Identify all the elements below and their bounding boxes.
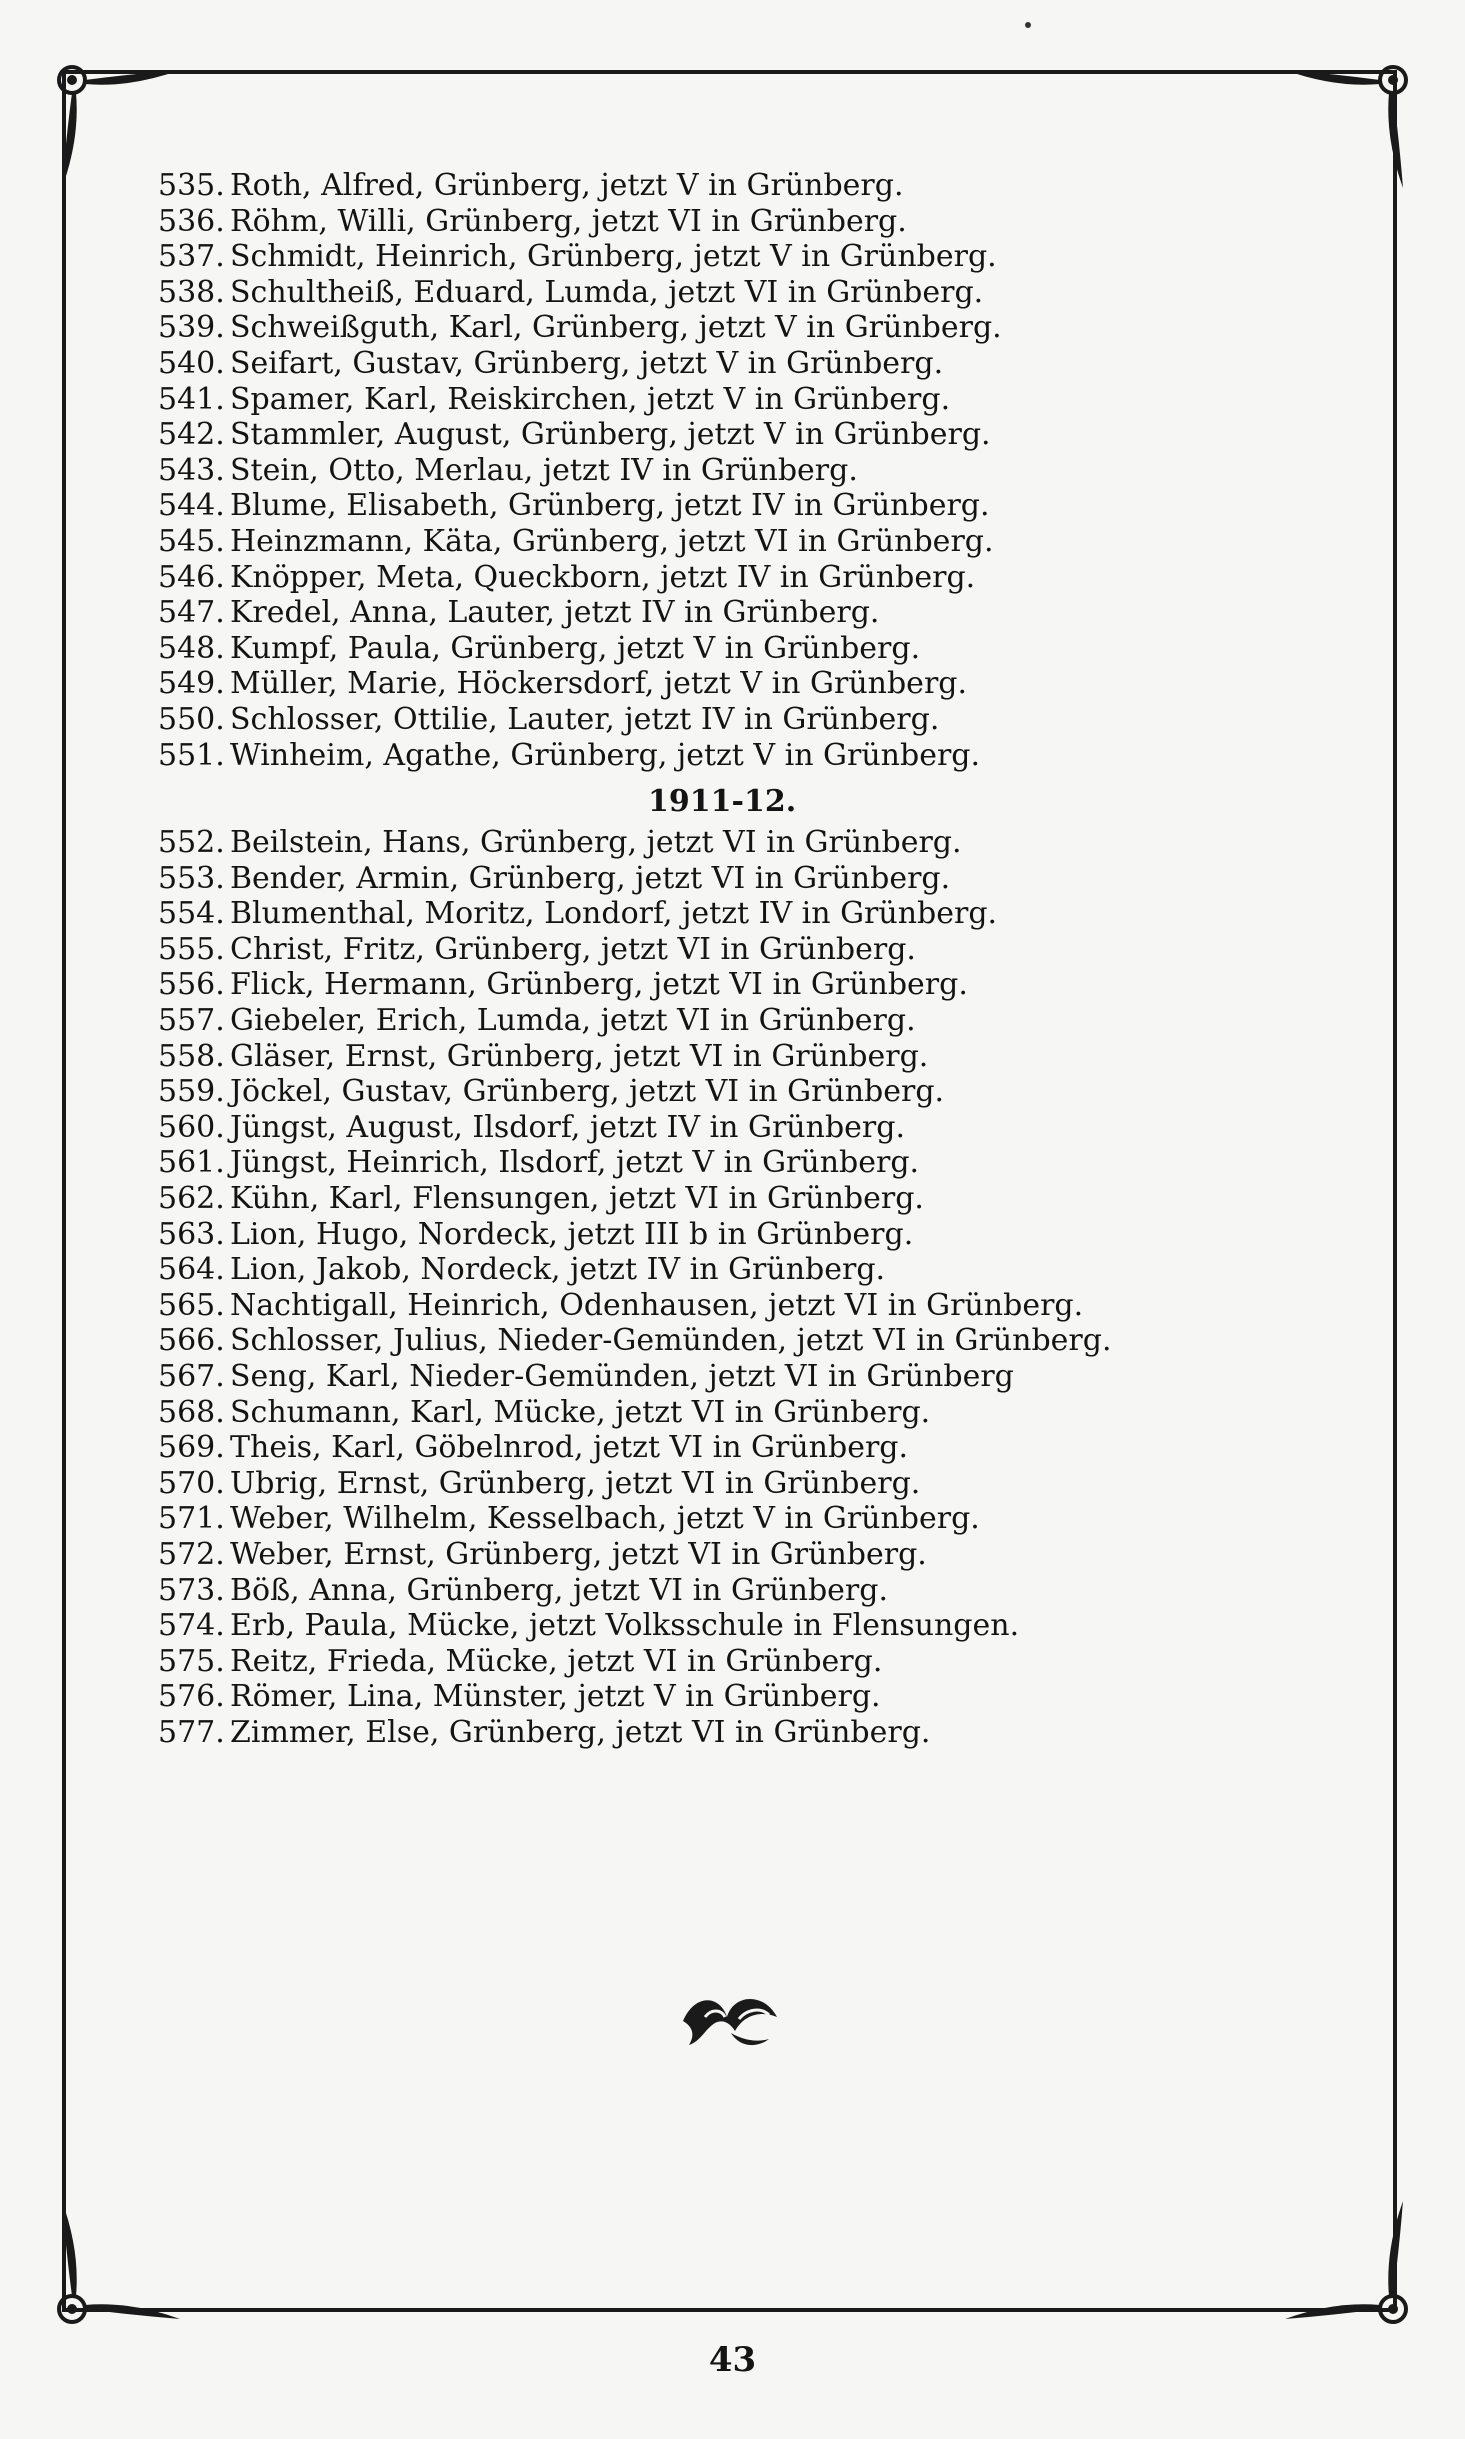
register-entry [158,666,1308,702]
register-entry [158,1430,1308,1466]
entry-text: Jüngst, Heinrich, Ilsdorf, jetzt V in Grünberg. [230,1145,920,1181]
entry-number: 560. [158,1109,225,1145]
entry-number: 548. [158,630,225,666]
entry-text: Schweißguth, Karl, Grünberg, jetzt V in Grünberg. [230,310,1002,346]
entry-text: Giebeler, Erich, Lumda, jetzt VI in Grünberg. [230,1003,916,1039]
entry-number: 558. [158,1038,225,1074]
entry-number: 575. [158,1643,225,1679]
entry-text: Gläser, Ernst, Grünberg, jetzt VI in Grünberg. [230,1038,929,1074]
entry-text: Lion, Hugo, Nordeck, jetzt III b in Grünberg. [230,1216,914,1252]
register-entry [158,702,1308,738]
entry-number: 544. [158,488,225,524]
register-entry [158,1537,1308,1573]
entry-number: 576. [158,1679,225,1715]
entry-number: 574. [158,1608,225,1644]
entry-number: 561. [158,1145,225,1181]
entry-text: Christ, Fritz, Grünberg, jetzt VI in Grünberg. [230,931,916,967]
entry-number: 577. [158,1714,225,1750]
register-entry [158,1110,1308,1146]
entry-number: 539. [158,310,225,346]
entry-text: Schumann, Karl, Mücke, jetzt VI in Grünberg. [230,1394,931,1430]
entry-number: 545. [158,523,225,559]
register-entry [158,1288,1308,1324]
entry-number: 566. [158,1323,225,1359]
register-entry [158,595,1308,631]
entry-number: 570. [158,1465,225,1501]
register-entry [158,738,1308,774]
register-entry [158,488,1308,524]
register-entry [158,560,1308,596]
entry-text: Blumenthal, Moritz, Londorf, jetzt IV in Grünberg. [230,896,998,932]
entry-number: 540. [158,345,225,381]
entries-group-b [158,825,1308,1750]
entry-number: 552. [158,825,225,861]
register-entry [158,275,1308,311]
entry-number: 542. [158,417,225,453]
register-entry [158,310,1308,346]
entry-text: Jüngst, August, Ilsdorf, jetzt IV in Grünberg. [230,1109,905,1145]
entry-number: 551. [158,737,225,773]
entry-number: 550. [158,701,225,737]
register-entry [158,1715,1308,1751]
entry-text: Seng, Karl, Nieder-Gemünden, jetzt VI in Grünberg [230,1359,1014,1394]
register-entry [158,1145,1308,1181]
register-entry [158,896,1308,932]
entry-number: 564. [158,1252,225,1288]
entry-text: Schlosser, Ottilie, Lauter, jetzt IV in Grünberg. [230,701,940,737]
entry-number: 536. [158,203,225,239]
entry-text: Böß, Anna, Grünberg, jetzt VI in Grünberg. [230,1572,889,1608]
register-entry [158,1501,1308,1537]
print-speck [1025,22,1031,28]
entry-number: 565. [158,1287,225,1323]
entry-text: Knöpper, Meta, Queckborn, jetzt IV in Grünberg. [230,559,976,595]
entry-text: Stammler, August, Grünberg, jetzt V in Grünberg. [230,417,991,453]
entry-text: Heinzmann, Käta, Grünberg, jetzt VI in Grünberg. [230,523,994,559]
entry-number: 569. [158,1430,225,1466]
entry-number: 554. [158,896,225,932]
register-entry [158,861,1308,897]
entry-text: Kumpf, Paula, Grünberg, jetzt V in Grünberg. [230,630,921,666]
register-entry [158,932,1308,968]
entry-text: Müller, Marie, Höckersdorf, jetzt V in Grünberg. [230,666,968,702]
entry-text: Blume, Elisabeth, Grünberg, jetzt IV in Grünberg. [230,488,990,524]
register-entry [158,346,1308,382]
corner-ornament-bottom-left [40,2191,190,2341]
register-entry [158,1252,1308,1288]
register-entry [158,1181,1308,1217]
register-entry [158,1395,1308,1431]
entry-text: Bender, Armin, Grünberg, jetzt VI in Grünberg. [230,860,951,896]
entry-text: Flick, Hermann, Grünberg, jetzt VI in Grünberg. [230,967,968,1003]
register-entry [158,825,1308,861]
register-entry [158,1359,1308,1395]
entry-number: 547. [158,595,225,631]
entry-number: 557. [158,1003,225,1039]
floral-flourish-ornament [675,1983,785,2053]
register-entry [158,382,1308,418]
entry-number: 559. [158,1074,225,1110]
entry-text: Theis, Karl, Göbelnrod, jetzt VI in Grünberg. [230,1430,909,1466]
entries-group-a [158,168,1308,773]
entry-text: Schultheiß, Eduard, Lumda, jetzt VI in Grünberg. [230,274,984,310]
register-entry [158,239,1308,275]
entry-number: 541. [158,381,225,417]
register-entry [158,967,1308,1003]
entry-text: Römer, Lina, Münster, jetzt V in Grünberg. [230,1679,881,1715]
entry-text: Stein, Otto, Merlau, jetzt IV in Grünberg. [230,452,858,488]
page-number: 43 [708,2340,757,2380]
register-entry [158,524,1308,560]
entry-number: 563. [158,1216,225,1252]
entry-number: 537. [158,239,225,275]
entry-text: Spamer, Karl, Reiskirchen, jetzt V in Grünberg. [230,381,951,417]
register-entry [158,1003,1308,1039]
register-entry [158,631,1308,667]
register-entry [158,417,1308,453]
entry-text: Zimmer, Else, Grünberg, jetzt VI in Grünberg. [230,1714,931,1750]
entry-number: 562. [158,1181,225,1217]
entry-text: Röhm, Willi, Grünberg, jetzt VI in Grünberg. [230,203,907,239]
entry-number: 573. [158,1572,225,1608]
entry-number: 549. [158,666,225,702]
register-entry [158,453,1308,489]
entry-text: Winheim, Agathe, Grünberg, jetzt V in Grünberg. [230,737,981,773]
register-entry [158,1573,1308,1609]
entry-number: 571. [158,1501,225,1537]
entry-text: Ubrig, Ernst, Grünberg, jetzt VI in Grünberg. [230,1465,921,1501]
register-entry [158,1039,1308,1075]
entry-text: Weber, Wilhelm, Kesselbach, jetzt V in Grünberg. [230,1501,980,1537]
register-entry [158,1074,1308,1110]
entry-text: Reitz, Frieda, Mücke, jetzt VI in Grünberg. [230,1643,883,1679]
entry-number: 535. [158,168,225,203]
entry-text: Kühn, Karl, Flensungen, jetzt VI in Grünberg. [230,1181,924,1217]
entry-text: Erb, Paula, Mücke, jetzt Volksschule in Flensungen. [230,1608,1020,1644]
entry-number: 572. [158,1536,225,1572]
entry-number: 543. [158,452,225,488]
entry-text: Weber, Ernst, Grünberg, jetzt VI in Grünberg. [230,1536,927,1572]
entry-text: Lion, Jakob, Nordeck, jetzt IV in Grünberg. [230,1252,886,1288]
entry-number: 553. [158,860,225,896]
entry-text: Jöckel, Gustav, Grünberg, jetzt VI in Grünberg. [230,1074,945,1110]
register-entry [158,1608,1308,1644]
corner-ornament-bottom-right [1275,2191,1425,2341]
entry-text: Schlosser, Julius, Nieder-Gemünden, jetzt VI in Grünberg. [230,1323,1112,1359]
register-entry [158,1466,1308,1502]
entry-number: 567. [158,1359,225,1394]
register-entry [158,1679,1308,1715]
entry-number: 538. [158,274,225,310]
entry-text: Seifart, Gustav, Grünberg, jetzt V in Grünberg. [230,345,944,381]
entry-number: 568. [158,1394,225,1430]
entry-text: Kredel, Anna, Lauter, jetzt IV in Grünberg. [230,595,880,631]
register-list [158,168,1308,1751]
entry-number: 546. [158,559,225,595]
entry-text: Schmidt, Heinrich, Grünberg, jetzt V in Grünberg. [230,239,997,275]
entry-number: 556. [158,967,225,1003]
entry-text: Nachtigall, Heinrich, Odenhausen, jetzt VI in Grünberg. [230,1287,1084,1323]
register-entry [158,1217,1308,1253]
register-entry [158,168,1308,204]
register-entry [158,204,1308,240]
register-entry [158,1323,1308,1359]
year-heading: 1911-12. [648,784,797,820]
entry-text: Roth, Alfred, Grünberg, jetzt V in Grünberg. [230,168,904,203]
entry-text: Beilstein, Hans, Grünberg, jetzt VI in Grünberg. [230,825,962,861]
entry-number: 555. [158,931,225,967]
register-entry [158,1644,1308,1680]
